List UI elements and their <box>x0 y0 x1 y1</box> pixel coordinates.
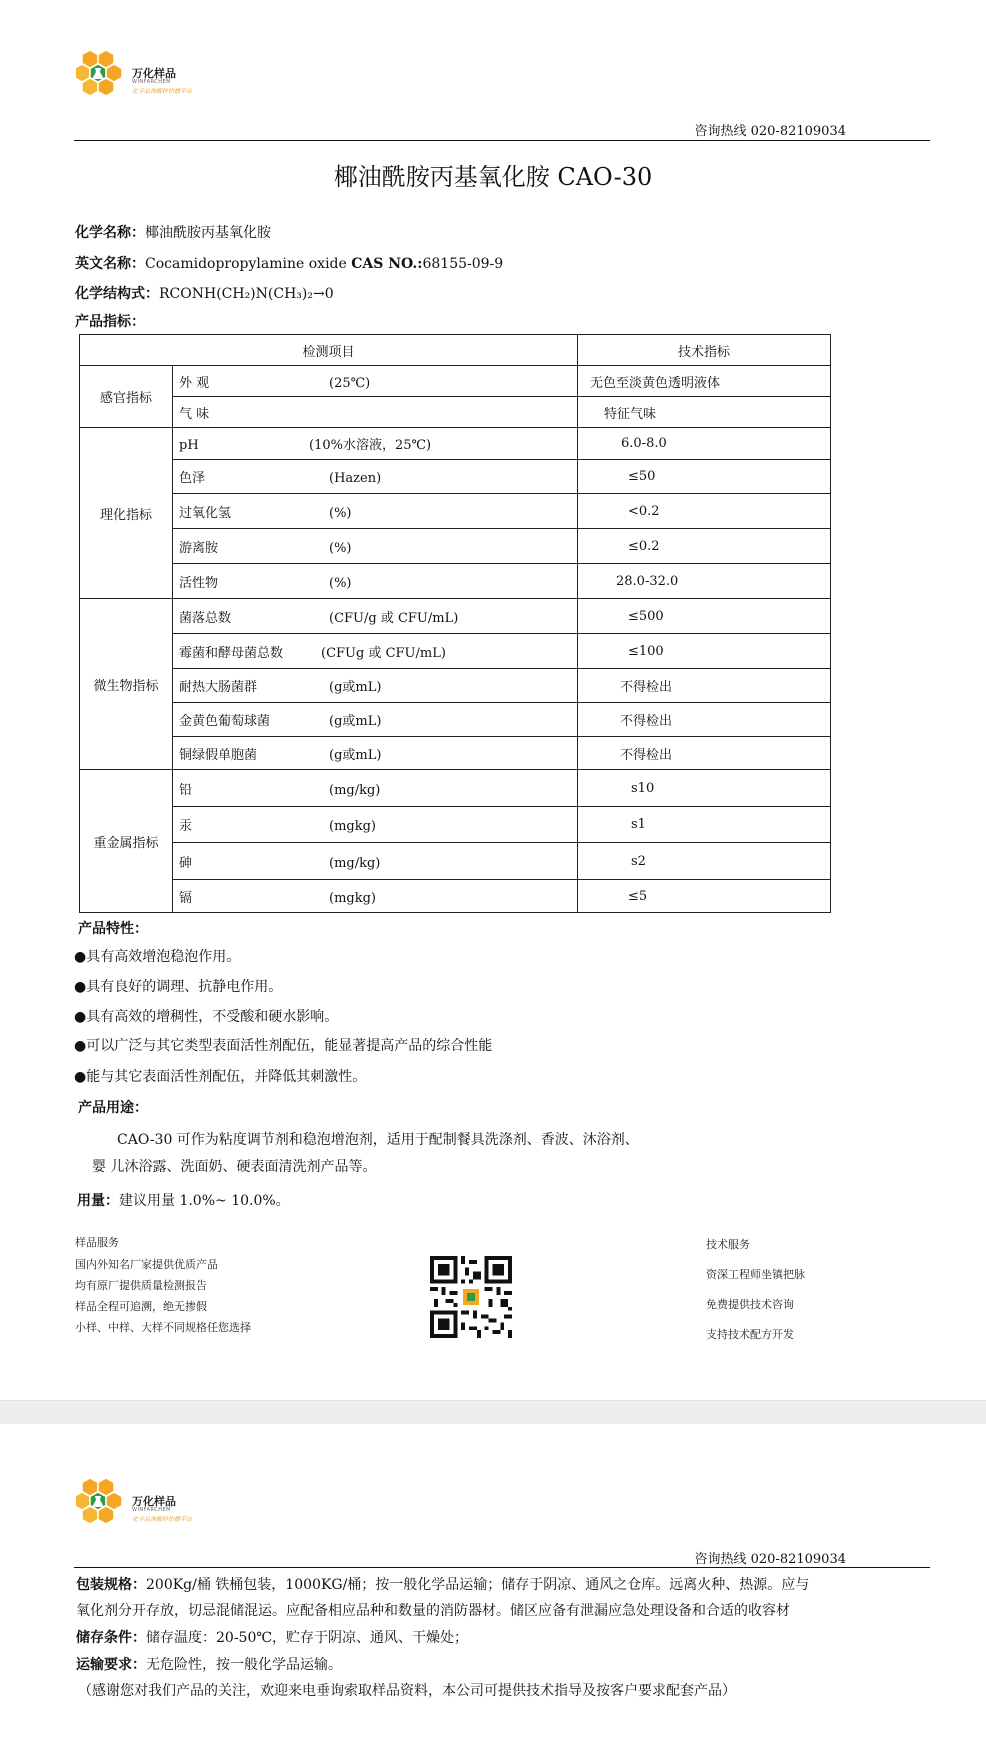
list-item: 支持技术配方开发 <box>706 1328 794 1341</box>
cas-label: CAS NO.: <box>351 256 423 272</box>
logo-brand-name: 万化样品 <box>132 67 176 80</box>
transport-line: 运输要求：无危险性，按一般化学品运输。 <box>76 1657 342 1673</box>
spec-table <box>79 334 831 913</box>
logo-brand-en: WINFARCHEM <box>132 1507 171 1513</box>
document-page-2 <box>0 1424 986 1749</box>
list-item: ●具有高效的增稠性，不受酸和硬水影响。 <box>74 1009 339 1025</box>
table-row: 镉 (mgkg) ≤5 <box>80 880 831 913</box>
list-item: 均有原厂提供质量检测报告 <box>75 1279 207 1292</box>
usage-line-1: CAO-30 可作为粘度调节剂和稳泡增泡剂，适用于配制餐具洗涤剂、香波、沐浴剂、 <box>117 1132 639 1148</box>
list-item: ●能与其它表面活性剂配伍，并降低其刺激性。 <box>74 1069 367 1085</box>
features-heading: 产品特性： <box>78 921 148 937</box>
list-item: 小样、中样、大样不同规格任您选择 <box>75 1321 251 1334</box>
tech-service-title: 技术服务 <box>706 1238 750 1251</box>
table-row: 霉菌和酵母菌总数 (CFUg 或 CFU/mL) ≤100 <box>80 634 831 669</box>
group-name: 理化指标 <box>80 428 173 599</box>
table-row: 色泽 (Hazen) ≤50 <box>80 460 831 494</box>
table-row: 金黄色葡萄球菌 (g或mL) 不得检出 <box>80 703 831 737</box>
header-rule <box>74 140 930 141</box>
list-item: ●可以广泛与其它类型表面活性剂配伍，能显著提高产品的综合性能 <box>74 1038 493 1054</box>
list-item: 国内外知名厂家提供优质产品 <box>75 1258 218 1271</box>
dosage-label: 用量： <box>77 1193 119 1209</box>
chemical-name-label: 化学名称： <box>75 225 145 241</box>
usage-heading: 产品用途： <box>78 1100 148 1116</box>
table-row: 感官指标 外 观 (25℃) 无色至淡黄色透明液体 <box>80 366 831 397</box>
english-name-value: Cocamidopropylamine oxide <box>145 256 352 272</box>
table-row: 耐热大肠菌群 (g或mL) 不得检出 <box>80 669 831 703</box>
packaging-line-2: 氧化剂分开存放，切忌混储混运。应配备相应品种和数量的消防器材。储区应备有泄漏应急处理设备和合适的收容材 <box>76 1603 790 1619</box>
usage-line-2: 婴 儿沐浴露、洗面奶、硬表面清洗剂产品等。 <box>92 1159 377 1175</box>
header-value: 技术指标 <box>578 335 831 366</box>
sample-service-title: 样品服务 <box>75 1236 119 1249</box>
qr-code-icon[interactable] <box>430 1256 512 1338</box>
table-row: 气 味 特征气味 <box>80 397 831 428</box>
table-row: 微生物指标 菌落总数 (CFU/g 或 CFU/mL) ≤500 <box>80 599 831 634</box>
dosage-value: 建议用量 1.0%~ 10.0%。 <box>119 1193 290 1209</box>
table-row: 活性物 (%) 28.0-32.0 <box>80 564 831 599</box>
english-name-line <box>75 253 503 273</box>
honeycomb-logo-icon <box>76 48 132 104</box>
table-row: 游离胺 (%) ≤0.2 <box>80 529 831 564</box>
cas-value: 68155-09-9 <box>422 256 504 272</box>
hotline-text: 咨询热线 020-82109034 <box>694 124 846 139</box>
table-row: 重金属指标 铅 (mg/kg) s10 <box>80 770 831 807</box>
table-row: 理化指标 pH (10%水溶液，25℃) 6.0-8.0 <box>80 428 831 460</box>
table-row: 过氧化氢 (%) <0.2 <box>80 494 831 529</box>
storage-line: 储存条件：储存温度：20-50℃，贮存于阴凉、通风、干燥处； <box>76 1630 469 1646</box>
packaging-line-1: 包装规格：200Kg/桶 铁桶包装，1000KG/桶；按一般化学品运输；储存于阴凉、通风之仓库。远离火种、热源。应与 <box>76 1577 810 1593</box>
spec-table-header <box>80 335 831 366</box>
list-item: 资深工程师坐镇把脉 <box>706 1268 805 1281</box>
transport-label: 运输要求： <box>76 1657 146 1673</box>
list-item: 免费提供技术咨询 <box>706 1298 794 1311</box>
english-name-label: 英文名称： <box>75 256 145 272</box>
group-name: 感官指标 <box>80 366 173 428</box>
logo-slogan: 化学品询解样悟播平台 <box>132 1516 193 1523</box>
dosage-line <box>77 1190 290 1210</box>
structure-line <box>75 283 334 303</box>
header-rule <box>74 1567 930 1568</box>
hotline-text: 咨询热线 020-82109034 <box>694 1552 846 1567</box>
list-item: ●具有高效增泡稳泡作用。 <box>74 949 241 965</box>
header-item: 检测项目 <box>80 335 578 366</box>
packaging-label: 包装规格： <box>76 1577 146 1593</box>
chemical-name-value: 椰油酰胺丙基氧化胺 <box>145 225 271 241</box>
company-logo <box>76 48 206 104</box>
logo-brand-en: WINFARCHEM <box>132 79 171 85</box>
thanks-note: （感谢您对我们产品的关注，欢迎来电垂询索取样品资料，本公司可提供技术指导及按客户要求配套产品） <box>78 1683 736 1699</box>
honeycomb-logo-icon <box>76 1476 132 1532</box>
table-row: 铜绿假单胞菌 (g或mL) 不得检出 <box>80 737 831 770</box>
list-item: ●具有良好的调理、抗静电作用。 <box>74 979 283 995</box>
structure-value: RCONH(CH₂)N(CH₃)₂→0 <box>159 286 334 302</box>
page-title: 椰油酰胺丙基氧化胺 CAO-30 <box>333 163 653 191</box>
list-item: 样品全程可追溯，绝无掺假 <box>75 1300 207 1313</box>
chemical-name-line <box>75 222 271 242</box>
group-name: 重金属指标 <box>80 770 173 913</box>
spec-heading: 产品指标： <box>75 314 145 330</box>
page-separator <box>0 1400 986 1426</box>
storage-label: 储存条件： <box>76 1630 146 1646</box>
table-row: 砷 (mg/kg) s2 <box>80 843 831 880</box>
structure-label: 化学结构式： <box>75 286 159 302</box>
table-row: 汞 (mgkg) s1 <box>80 807 831 843</box>
logo-slogan: 化学品询解样悟播平台 <box>132 88 193 95</box>
group-name: 微生物指标 <box>80 599 173 770</box>
logo-brand-name: 万化样品 <box>132 1495 176 1508</box>
company-logo <box>76 1476 206 1532</box>
